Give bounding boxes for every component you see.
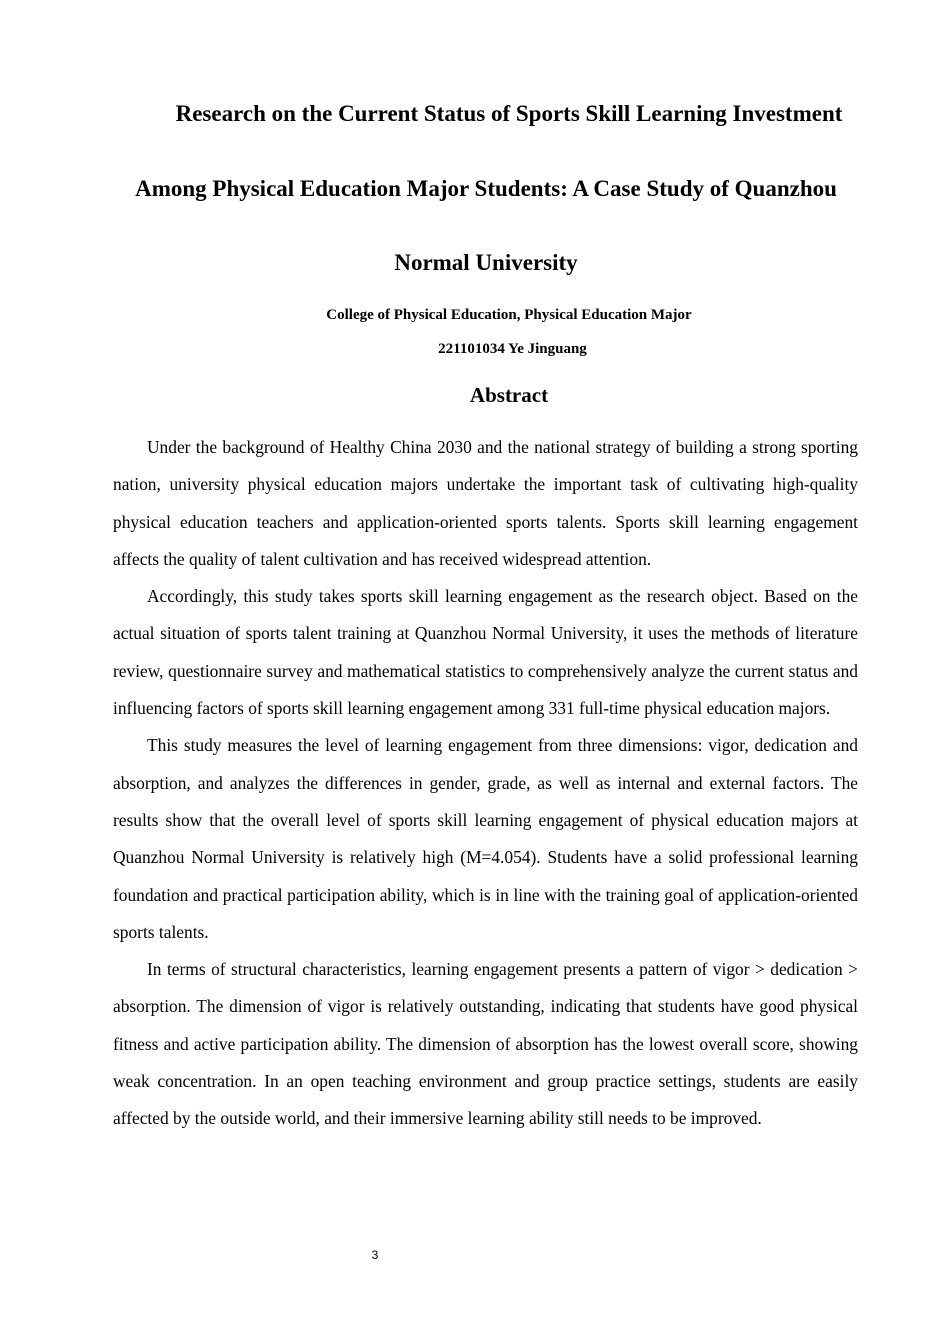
abstract-body	[113, 429, 858, 1138]
title-line-1: Research on the Current Status of Sports Skill Learning Investment	[175, 101, 843, 126]
author: 221101034 Ye Jinguang	[438, 341, 587, 357]
title-line-2: Among Physical Education Major Students: A Case Study of Quanzhou	[135, 176, 837, 201]
abstract-paragraph-1: Under the background of Healthy China 2030 and the national strategy of building a strong sporting nation, university physical education majors undertake the important task of cultivating high-quality physical education teachers and application-oriented sports talents. Sports skill learning engagement affects the quality of talent cultivation and has received widespread attention.	[113, 437, 858, 569]
abstract-heading: Abstract	[469, 383, 549, 407]
affiliation: College of Physical Education, Physical Education Major	[326, 307, 692, 323]
abstract-paragraph-3: This study measures the level of learning engagement from three dimensions: vigor, dedication and absorption, and analyzes the differences in gender, grade, as well as internal and external factors. The results show that the overall level of sports skill learning engagement of physical education majors at Quanzhou Normal University is relatively high (M=4.054). Students have a solid professional learning foundation and practical participation ability, which is in line with the training goal of application-oriented sports talents.	[113, 735, 858, 942]
page-number: 3	[371, 1248, 379, 1262]
abstract-paragraph-4: In terms of structural characteristics, learning engagement presents a pattern of vigor > dedication > absorption. The dimension of vigor is relatively outstanding, indicating that students have good physical fitness and active participation ability. The dimension of absorption has the lowest overall score, showing weak concentration. In an open teaching environment and group practice settings, students are easily affected by the outside world, and their immersive learning ability still needs to be improved.	[113, 959, 858, 1129]
abstract-paragraph-2: Accordingly, this study takes sports skill learning engagement as the research object. Based on the actual situation of sports talent training at Quanzhou Normal University, it uses the methods of literature review, questionnaire survey and mathematical statistics to comprehensively analyze the current status and influencing factors of sports skill learning engagement among 331 full-time physical education majors.	[113, 586, 858, 719]
title-line-3: Normal University	[394, 250, 578, 275]
